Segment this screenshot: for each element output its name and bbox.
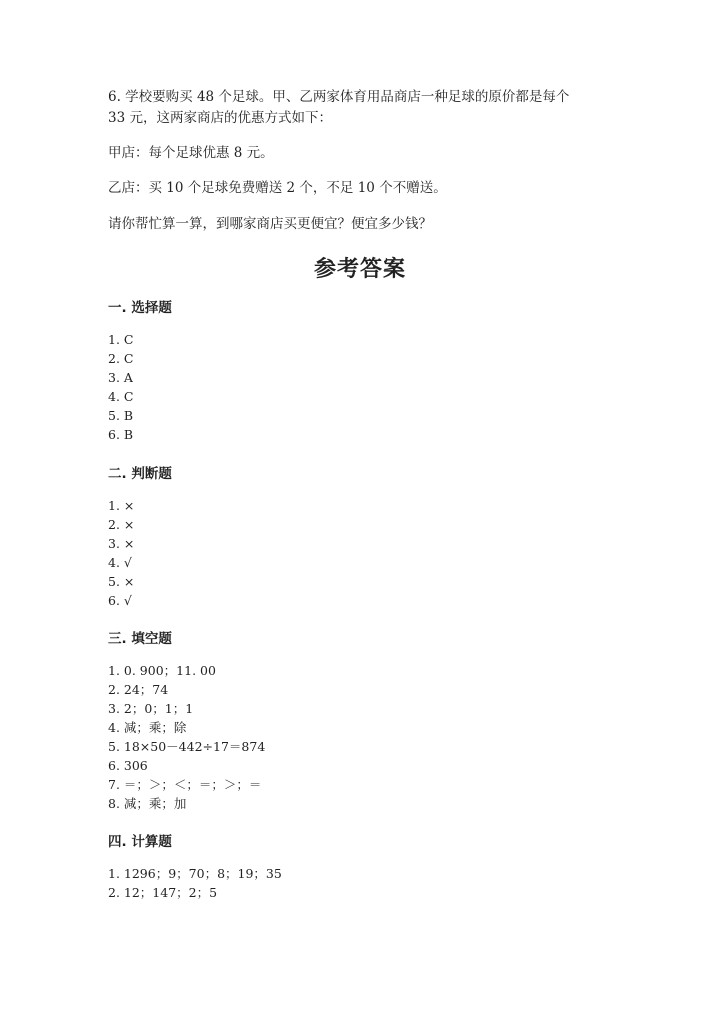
answer-item: 1. 0. 900；11. 00 [108,663,216,678]
answer-item: 3. 2；0；1；1 [108,701,194,716]
answer-item: 6. B [108,427,134,442]
answer-item: 5. B [108,408,134,423]
answer-item: 2. 12；147；2；5 [108,885,218,900]
answer-item: 2. C [108,351,134,366]
answer-list-fill-blank [108,661,265,813]
answer-item: 6. √ [108,593,132,608]
section-heading-choice: 一. 选择题 [108,300,172,316]
answer-item: 2. × [108,517,135,532]
answer-item: 4. √ [108,555,132,570]
problem-question: 请你帮忙算一算，到哪家商店买更便宜？便宜多少钱？ [108,216,432,232]
section-heading-calculation: 四. 计算题 [108,834,172,850]
answers-title: 参考答案 [313,256,406,282]
answer-list-judgement [108,496,134,610]
shop-b-offer: 乙店：买 10 个足球免费赠送 2 个，不足 10 个不赠送。 [108,180,447,196]
answer-list-calculation [108,864,282,902]
answer-item: 6. 306 [108,758,148,773]
section-heading-judgement: 二. 判断题 [108,466,172,482]
answer-item: 4. 减；乘；除 [108,720,187,735]
answer-item: 5. 18×50－442÷17＝874 [108,739,266,754]
shop-a-offer: 甲店：每个足球优惠 8 元。 [108,145,274,161]
problem-text-line-2: 33 元，这两家商店的优惠方式如下： [108,110,332,126]
answer-item: 4. C [108,389,134,404]
answer-item: 7. ＝；＞；＜；＝；＞；＝ [108,777,262,792]
answer-item: 2. 24；74 [108,682,169,697]
answer-item: 5. × [108,574,135,589]
answer-item: 8. 减；乘；加 [108,796,187,811]
answer-item: 3. × [108,536,135,551]
answer-item: 1. × [108,498,135,513]
answer-item: 3. A [108,370,133,385]
problem-text-line-1: 6. 学校要购买 48 个足球。甲、乙两家体育用品商店一种足球的原价都是每个 [108,89,570,105]
answer-item: 1. C [108,332,134,347]
answer-list-choice [108,330,133,444]
section-heading-fill-blank: 三. 填空题 [108,631,172,647]
answer-item: 1. 1296；9；70；8；19；35 [108,866,282,881]
